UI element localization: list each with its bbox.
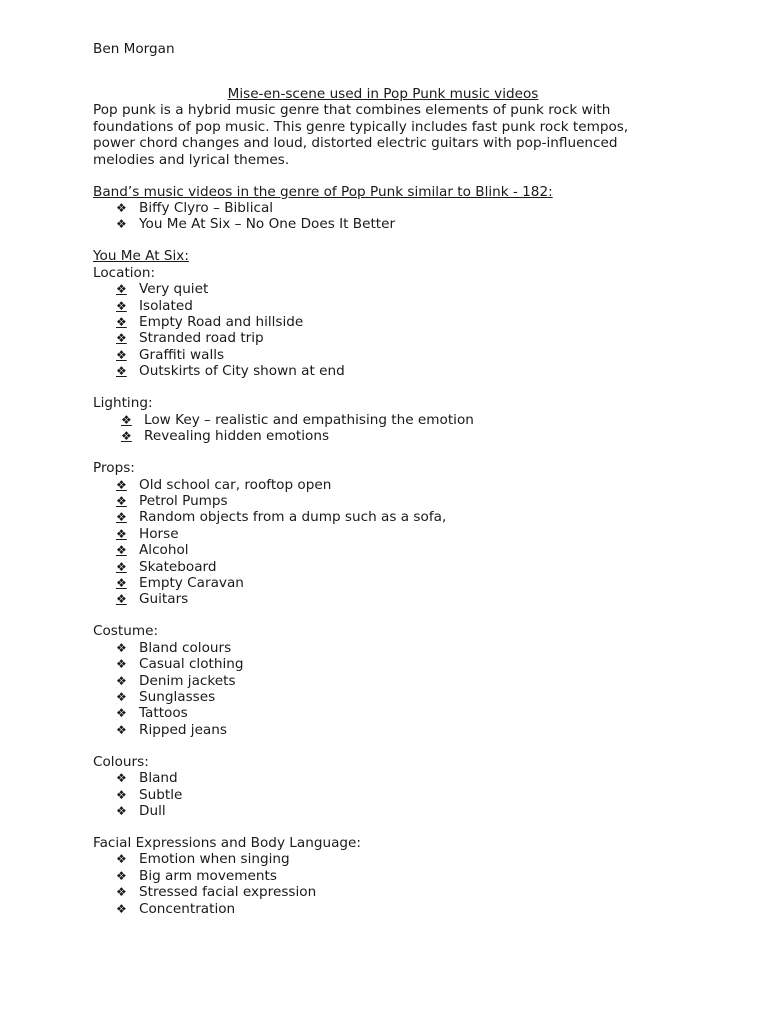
lighting-list	[93, 412, 673, 445]
diamond-bullet-icon: ❖	[116, 477, 127, 492]
colours-list	[93, 770, 673, 819]
diamond-bullet-icon: ❖	[116, 347, 127, 362]
diamond-bullet-icon: ❖	[116, 901, 127, 916]
list-item: ❖ Horse	[116, 525, 179, 542]
diamond-bullet-icon: ❖	[116, 298, 127, 313]
list-item: ❖ Empty Caravan	[116, 574, 244, 591]
list-item: ❖ Ripped jeans	[116, 721, 227, 738]
author-name: Ben Morgan	[93, 41, 175, 57]
intro-line: Pop punk is a hybrid music genre that combines elements of punk rock with	[93, 102, 611, 119]
colours-label: Colours:	[93, 753, 149, 770]
bands-list	[93, 200, 673, 233]
location-label: Location:	[93, 264, 156, 281]
costume-list	[93, 640, 673, 738]
diamond-bullet-icon: ❖	[116, 364, 127, 379]
diamond-bullet-icon: ❖	[116, 771, 127, 786]
intro-line: foundations of pop music. This genre typically includes fast punk rock tempos,	[93, 118, 629, 135]
diamond-bullet-icon: ❖	[121, 412, 132, 427]
props-list	[93, 477, 673, 608]
diamond-bullet-icon: ❖	[116, 722, 127, 737]
diamond-bullet-icon: ❖	[116, 543, 127, 558]
list-item: ❖ Sunglasses	[116, 688, 216, 705]
list-item: ❖ Random objects from a dump such as a sofa,	[116, 509, 447, 526]
intro-line: melodies and lyrical themes.	[93, 151, 290, 168]
list-item: ❖ Denim jackets	[116, 672, 236, 689]
list-item: ❖ Empty Road and hillside	[116, 314, 304, 331]
diamond-bullet-icon: ❖	[116, 804, 127, 818]
location-list	[93, 281, 673, 379]
expressions-list	[93, 851, 673, 917]
list-item: ❖ Low Key – realistic and empathising the emotion	[121, 411, 474, 428]
list-item: ❖ Alcohol	[116, 542, 189, 559]
list-item: ❖ Tattoos	[116, 705, 188, 722]
focus-heading: You Me At Six:	[93, 248, 189, 265]
list-item: ❖ Outskirts of City shown at end	[116, 363, 345, 380]
diamond-bullet-icon: ❖	[116, 575, 127, 590]
expressions-label: Facial Expressions and Body Language:	[93, 835, 361, 851]
list-item: ❖ Stranded road trip	[116, 330, 264, 347]
list-item: ❖ Petrol Pumps	[116, 492, 228, 509]
list-item: ❖ Biffy Clyro – Biblical	[116, 200, 274, 217]
diamond-bullet-icon: ❖	[116, 868, 127, 883]
list-item: ❖ Emotion when singing	[116, 851, 290, 868]
list-item: ❖ Big arm movements	[116, 867, 277, 884]
list-item: ❖ Casual clothing	[116, 656, 244, 673]
diamond-bullet-icon: ❖	[116, 689, 127, 704]
list-item: ❖ Revealing hidden emotions	[121, 428, 330, 445]
diamond-bullet-icon: ❖	[116, 331, 127, 346]
diamond-bullet-icon: ❖	[116, 706, 127, 721]
props-label: Props:	[93, 460, 135, 477]
list-item: ❖ Subtle	[116, 786, 183, 803]
document-title: Mise-en-scene used in Pop Punk music videos	[227, 86, 539, 102]
list-item: ❖ Graffiti walls	[116, 346, 225, 363]
diamond-bullet-icon: ❖	[116, 885, 127, 900]
diamond-bullet-icon: ❖	[116, 852, 127, 867]
diamond-bullet-icon: ❖	[116, 640, 127, 655]
list-item: ❖ Old school car, rooftop open	[116, 476, 332, 493]
list-item: ❖ Concentration	[116, 900, 236, 917]
list-item: ❖ Dull	[116, 803, 166, 819]
diamond-bullet-icon: ❖	[116, 201, 127, 216]
diamond-bullet-icon: ❖	[121, 429, 132, 444]
list-item: ❖ Guitars	[116, 591, 189, 608]
costume-label: Costume:	[93, 623, 159, 640]
diamond-bullet-icon: ❖	[116, 787, 127, 802]
list-item: ❖ Stressed facial expression	[116, 884, 317, 901]
intro-paragraph	[93, 102, 673, 168]
diamond-bullet-icon: ❖	[116, 592, 127, 607]
diamond-bullet-icon: ❖	[116, 315, 127, 330]
list-item: ❖ Isolated	[116, 297, 193, 314]
document-page	[93, 41, 673, 917]
list-item: ❖ Skateboard	[116, 558, 217, 575]
diamond-bullet-icon: ❖	[116, 526, 127, 541]
diamond-bullet-icon: ❖	[116, 673, 127, 688]
diamond-bullet-icon: ❖	[116, 493, 127, 508]
diamond-bullet-icon: ❖	[116, 282, 127, 297]
diamond-bullet-icon: ❖	[116, 510, 127, 525]
bands-heading: Band’s music videos in the genre of Pop Punk similar to Blink - 182:	[93, 183, 553, 200]
diamond-bullet-icon: ❖	[116, 657, 127, 672]
intro-line: power chord changes and loud, distorted electric guitars with pop-influenced	[93, 135, 618, 152]
list-item: ❖ Bland	[116, 770, 178, 787]
diamond-bullet-icon: ❖	[116, 559, 127, 574]
list-item: ❖ Bland colours	[116, 639, 232, 656]
diamond-bullet-icon: ❖	[116, 217, 127, 232]
list-item: ❖ Very quiet	[116, 281, 209, 298]
lighting-label: Lighting:	[93, 395, 153, 412]
list-item: ❖ You Me At Six – No One Does It Better	[116, 216, 396, 233]
